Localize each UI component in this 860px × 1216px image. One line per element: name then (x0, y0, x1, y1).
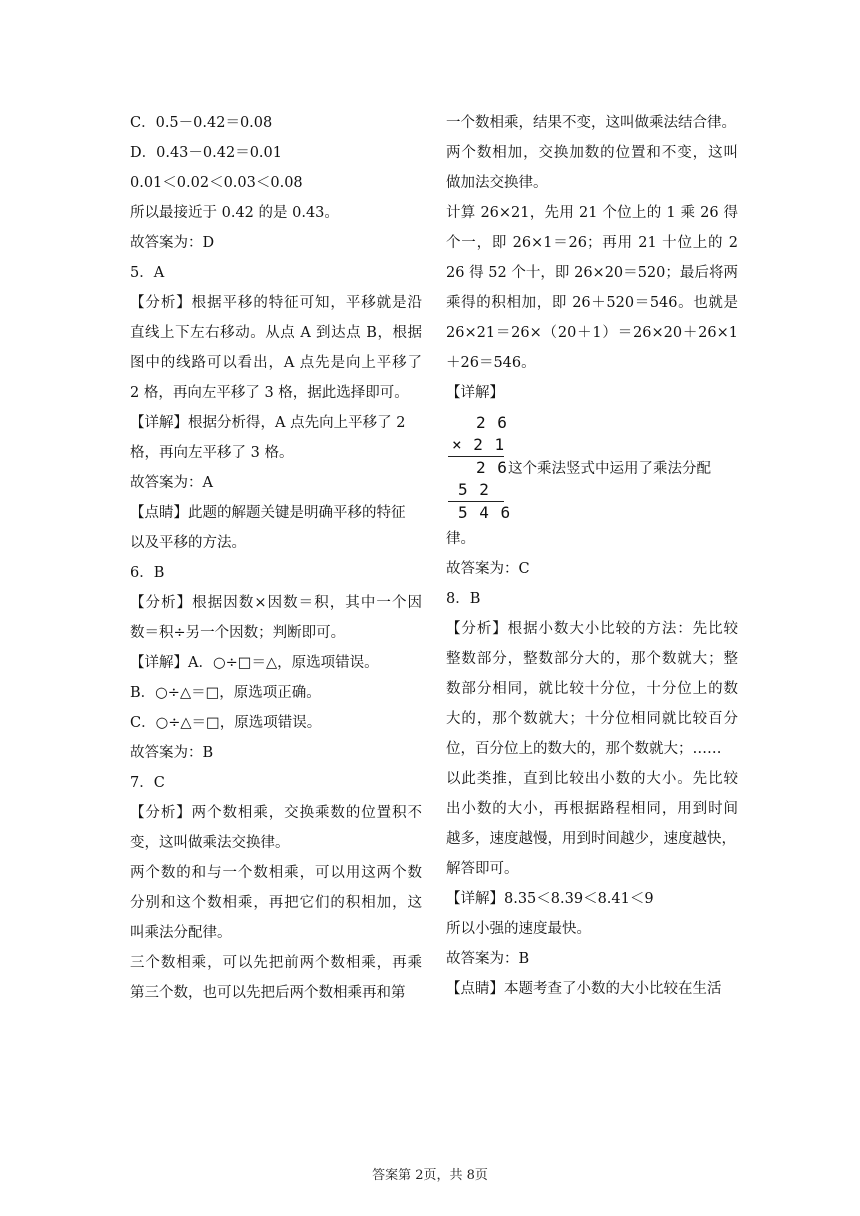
text-line: ＋26＝546。 (446, 355, 536, 371)
text-line: 8．B (446, 591, 481, 607)
text-line: 出小数的大小，再根据路程相同，用到时间 (446, 801, 738, 817)
text-line: B．○÷△＝□，原选项正确。 (130, 685, 321, 701)
text-line: 【详解】8.35＜8.39＜8.41＜9 (446, 891, 654, 907)
text-line: 【详解】 (446, 385, 504, 401)
text-line: 【分析】两个数相乘，交换乘数的位置积不 (130, 805, 422, 821)
text-line: 大的，那个数就大；十分位相同就比较百分 (446, 711, 738, 727)
text-line: 所以小强的速度最快。 (446, 921, 591, 937)
text-line: C．○÷△＝□，原选项错误。 (130, 715, 322, 731)
text-line: 【分析】根据平移的特征可知，平移就是沿 (130, 295, 422, 311)
text-line: 第三个数，也可以先把后两个数相乘再和第 (130, 985, 406, 1001)
vertical-row-partial-2: 5 2 (458, 480, 490, 499)
right-column-top-text (446, 108, 738, 408)
text-line: 故答案为：A (130, 475, 213, 491)
text-line: 故答案为：D (130, 235, 215, 251)
text-line: 2 格，再向左平移了 3 格，据此选择即可。 (130, 385, 409, 401)
text-line: 【详解】根据分析得，A 点先向上平移了 2 (130, 415, 406, 431)
vertical-row-multiplier: × 2 1 (452, 435, 506, 454)
text-line: 【点睛】此题的解题关键是明确平移的特征 (130, 505, 406, 521)
text-line: 叫乘法分配律。 (130, 925, 232, 941)
text-line: 6．B (130, 565, 165, 581)
text-line: 26 得 52 个十，即 26×20＝520；最后将两 (446, 265, 738, 281)
text-line: 5．A (130, 265, 165, 281)
text-line: 解答即可。 (446, 861, 519, 877)
text-line: 格，再向左平移了 3 格。 (130, 445, 294, 461)
right-column (446, 108, 738, 1004)
left-column (130, 108, 422, 1008)
vertical-row-multiplicand: 2 6 (476, 413, 508, 432)
text-line: 0.01＜0.02＜0.03＜0.08 (130, 175, 303, 191)
text-line: 故答案为：C (446, 561, 530, 577)
text-line: 律。 (446, 531, 475, 547)
text-line: 【点睛】本题考查了小数的大小比较在生活 (446, 981, 722, 997)
vertical-row-partial-1: 2 6 (476, 458, 508, 477)
text-line: 故答案为：B (446, 951, 530, 967)
text-line: 计算 26×21，先用 21 个位上的 1 乘 26 得 (446, 205, 738, 221)
text-line: 7．C (130, 775, 165, 791)
text-line: 【分析】根据小数大小比较的方法：先比较 (446, 621, 738, 637)
page-footer: 答案第 2页，共 8页 (372, 1168, 488, 1183)
text-line: 个一，即 26×1＝26；再用 21 十位上的 2 (446, 235, 738, 251)
text-line: 数部分相同，就比较十分位，十分位上的数 (446, 681, 738, 697)
text-line: 三个数相乘，可以先把前两个数相乘，再乘 (130, 955, 422, 971)
text-line: 26×21＝26×（20＋1）＝26×20＋26×1 (446, 325, 738, 341)
text-line: 故答案为：B (130, 745, 214, 761)
text-line: 【详解】A．○÷□＝△，原选项错误。 (130, 655, 379, 671)
text-line: D．0.43－0.42＝0.01 (130, 145, 282, 161)
text-line: 图中的线路可以看出，A 点先是向上平移了 (130, 355, 422, 371)
text-line: 位，百分位上的数大的，那个数就大；…… (446, 741, 722, 757)
text-line: 乘得的积相加，即 26＋520＝546。也就是 (446, 295, 738, 311)
text-line: 越多，速度越慢，用到时间越少，速度越快， (446, 831, 736, 847)
text-line: C．0.5－0.42＝0.08 (130, 115, 273, 131)
text-line: 以及平移的方法。 (130, 535, 246, 551)
text-line: 两个数相加，交换加数的位置和不变，这叫 (446, 145, 738, 161)
right-column-bottom-text (446, 524, 738, 1004)
text-line: 一个数相乘，结果不变，这叫做乘法结合律。 (446, 115, 736, 131)
text-line: 以此类推，直到比较出小数的大小。先比较 (446, 771, 738, 787)
text-line: 整数部分，整数部分大的，那个数就大；整 (446, 651, 738, 667)
vertical-note: 这个乘法竖式中运用了乘法分配 (508, 461, 711, 477)
text-line: 直线上下左右移动。从点 A 到达点 B，根据 (130, 325, 422, 341)
vertical-row-product: 5 4 6 (458, 503, 512, 522)
vertical-multiplication (446, 412, 738, 522)
text-line: 数＝积÷另一个因数；判断即可。 (130, 625, 346, 641)
text-line: 所以最接近于 0.42 的是 0.43。 (130, 205, 339, 221)
text-line: 做加法交换律。 (446, 175, 548, 191)
text-line: 分别和这个数相乘，再把它们的积相加，这 (130, 895, 422, 911)
text-line: 变，这叫做乘法交换律。 (130, 835, 290, 851)
text-line: 【分析】根据因数×因数＝积，其中一个因 (130, 595, 422, 611)
text-line: 两个数的和与一个数相乘，可以用这两个数 (130, 865, 422, 881)
